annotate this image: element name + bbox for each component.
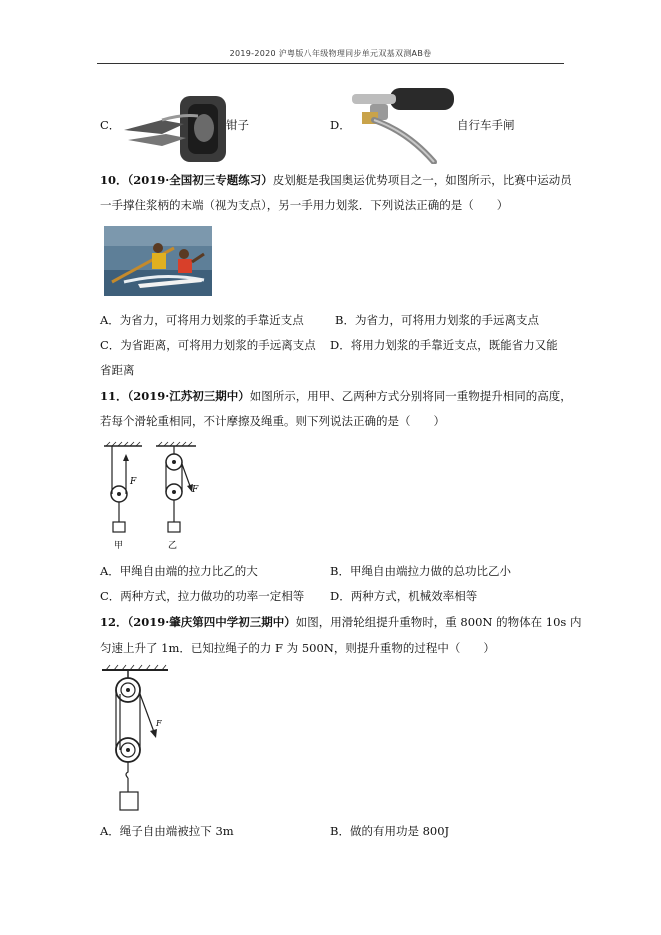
q11-stem-line1 — [100, 388, 572, 404]
q12-option-b: B．做的有用功是 800J — [330, 824, 450, 838]
q10-option-d-line2: 省距离 — [100, 363, 135, 377]
fig-force-label-yi: F — [192, 485, 199, 495]
fig-force-label-jia: F — [130, 477, 137, 487]
fig-label-yi: 乙 — [168, 541, 178, 551]
q11-stem-line2: 若每个滑轮重相同，不计摩擦及绳重。则下列说法正确的是（ ） — [100, 414, 445, 428]
fig-label-jia: 甲 — [114, 541, 124, 551]
pulley-block-diagram — [98, 664, 178, 814]
q12-number: 12． — [100, 615, 128, 629]
q10-option-a: A．为省力，可将用力划浆的手靠近支点 — [100, 313, 304, 327]
page-header: 2019-2020 沪粤版八年级物理同步单元双基双测AB卷 — [229, 49, 432, 58]
pulley-diagram-jia-yi — [98, 440, 218, 556]
q10-stem-line1 — [100, 172, 572, 188]
q11-source: （2019·江苏初三期中） — [127, 389, 250, 403]
q10-option-d-line1: D．将用力划浆的手靠近支点，既能省力又能 — [330, 338, 558, 352]
q11-option-d: D．两种方式，机械效率相等 — [330, 589, 478, 603]
q12-option-a: A．绳子自由端被拉下 3m — [100, 824, 234, 838]
q11-option-c: C．两种方式，拉力做功的功率一定相等 — [100, 589, 305, 603]
q12-stem-line1 — [100, 614, 581, 630]
q10-option-b: B．为省力，可将用力划浆的手远离支点 — [335, 313, 539, 327]
q10-source: （2019·全国初三专题练习） — [127, 173, 273, 187]
bike-brake-image — [348, 82, 458, 164]
q10-number: 10． — [100, 173, 128, 187]
q12-source: （2019·肇庆第四中学初三期中） — [127, 615, 296, 629]
q11-option-b: B．甲绳自由端拉力做的总功比乙小 — [330, 564, 511, 578]
q12-fig-force-label: F — [156, 719, 162, 728]
q10-stem-line2: 一手撑住浆柄的末端（视为支点），另一手用力划浆．下列说法正确的是（ ） — [100, 198, 509, 212]
q11-stem-text1: 如图所示，用甲、乙两种方式分别将同一重物提升相同的高度， — [249, 389, 572, 403]
q11-number: 11． — [100, 389, 128, 403]
q9-option-d-label: 自行车手闸 — [457, 118, 515, 132]
q10-option-c: C．为省距离，可将用力划浆的手远离支点 — [100, 338, 316, 352]
header-divider — [97, 63, 564, 64]
pliers-image — [122, 94, 232, 164]
q10-stem-text1: 皮划艇是我国奥运优势项目之一，如图所示，比赛中运动员 — [272, 173, 572, 187]
q11-option-a: A．甲绳自由端的拉力比乙的大 — [100, 564, 258, 578]
q12-stem-line2: 匀速上升了 1m．已知拉绳子的力 F 为 500N，则提升重物的过程中（ ） — [100, 641, 495, 655]
q9-option-c-label: 钳子 — [226, 118, 249, 132]
q12-stem-text1: 如图，用滑轮组提升重物时，重 800N 的物体在 10s 内 — [295, 615, 582, 629]
q9-option-d-letter: D． — [330, 118, 351, 132]
q9-option-c-letter: C． — [100, 118, 121, 132]
kayak-photo — [104, 226, 212, 296]
